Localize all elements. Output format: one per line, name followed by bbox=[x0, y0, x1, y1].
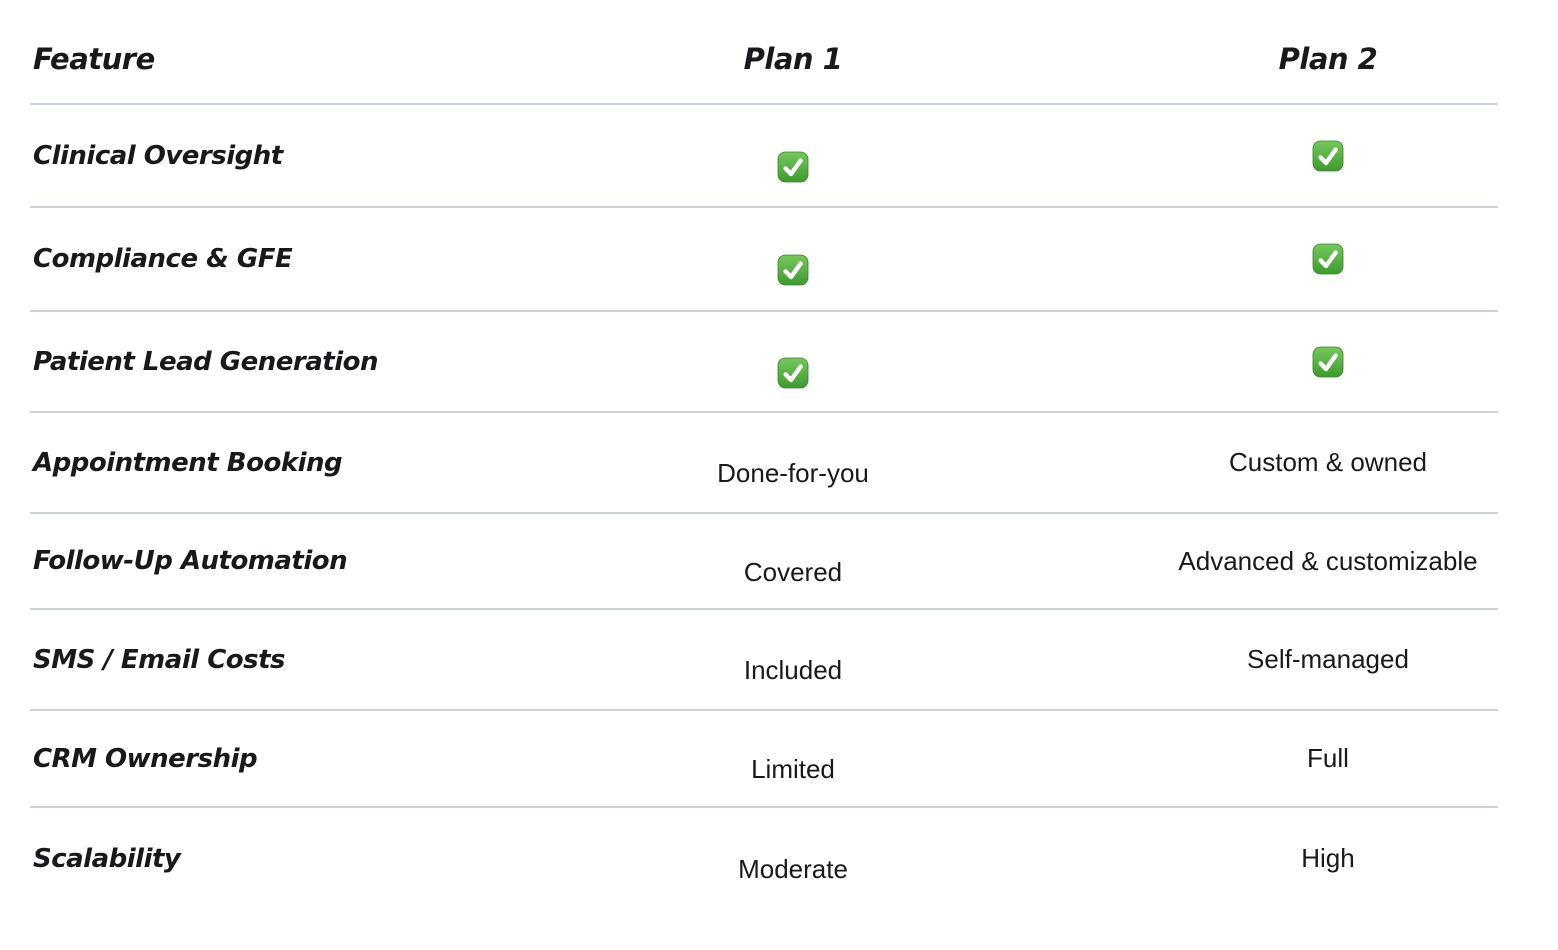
table-row bbox=[30, 105, 1498, 208]
plan1-value: Included bbox=[743, 655, 843, 685]
table-row bbox=[30, 610, 1498, 711]
plan2-value: Advanced & customizable bbox=[1178, 545, 1478, 576]
plan1-value: Moderate bbox=[738, 854, 848, 884]
table-row bbox=[30, 808, 1498, 909]
table-row bbox=[30, 312, 1498, 413]
feature-label: SMS / Email Costs bbox=[33, 644, 286, 675]
check-icon bbox=[1312, 346, 1344, 378]
table-row bbox=[30, 711, 1498, 808]
feature-label: Follow-Up Automation bbox=[33, 546, 348, 576]
plan1-value: Done-for-you bbox=[717, 458, 869, 488]
table-row bbox=[30, 208, 1498, 312]
feature-label: Scalability bbox=[33, 843, 181, 874]
table-header-row bbox=[30, 0, 1498, 105]
feature-label: Appointment Booking bbox=[33, 447, 343, 478]
plan2-value bbox=[1158, 105, 1498, 206]
column-header-plan1: Plan 1 bbox=[743, 41, 843, 76]
plan1-value bbox=[428, 323, 1158, 422]
feature-label: Patient Lead Generation bbox=[33, 346, 379, 377]
feature-label: CRM Ownership bbox=[33, 743, 258, 774]
table-row bbox=[30, 514, 1498, 610]
plan1-value bbox=[428, 219, 1158, 321]
check-icon bbox=[777, 254, 809, 286]
plan2-value: Self-managed bbox=[1247, 644, 1409, 674]
feature-label: Clinical Oversight bbox=[33, 140, 283, 171]
plan1-value: Covered bbox=[743, 556, 843, 587]
plan2-value bbox=[1158, 312, 1498, 411]
column-header-feature: Feature bbox=[33, 41, 155, 76]
table-row bbox=[30, 413, 1498, 514]
check-icon bbox=[1312, 243, 1344, 275]
check-icon bbox=[777, 357, 809, 389]
plan2-value: Custom & owned bbox=[1229, 447, 1427, 477]
feature-label: Compliance & GFE bbox=[33, 244, 293, 274]
plan2-value: Full bbox=[1307, 743, 1349, 773]
check-icon bbox=[1312, 140, 1344, 172]
plan2-value: High bbox=[1301, 843, 1355, 873]
check-icon bbox=[777, 151, 809, 183]
plan2-value bbox=[1158, 208, 1498, 310]
comparison-table bbox=[30, 0, 1498, 909]
plan1-value: Limited bbox=[751, 754, 835, 784]
plan1-value bbox=[428, 116, 1158, 217]
column-header-plan2: Plan 2 bbox=[1278, 41, 1378, 76]
